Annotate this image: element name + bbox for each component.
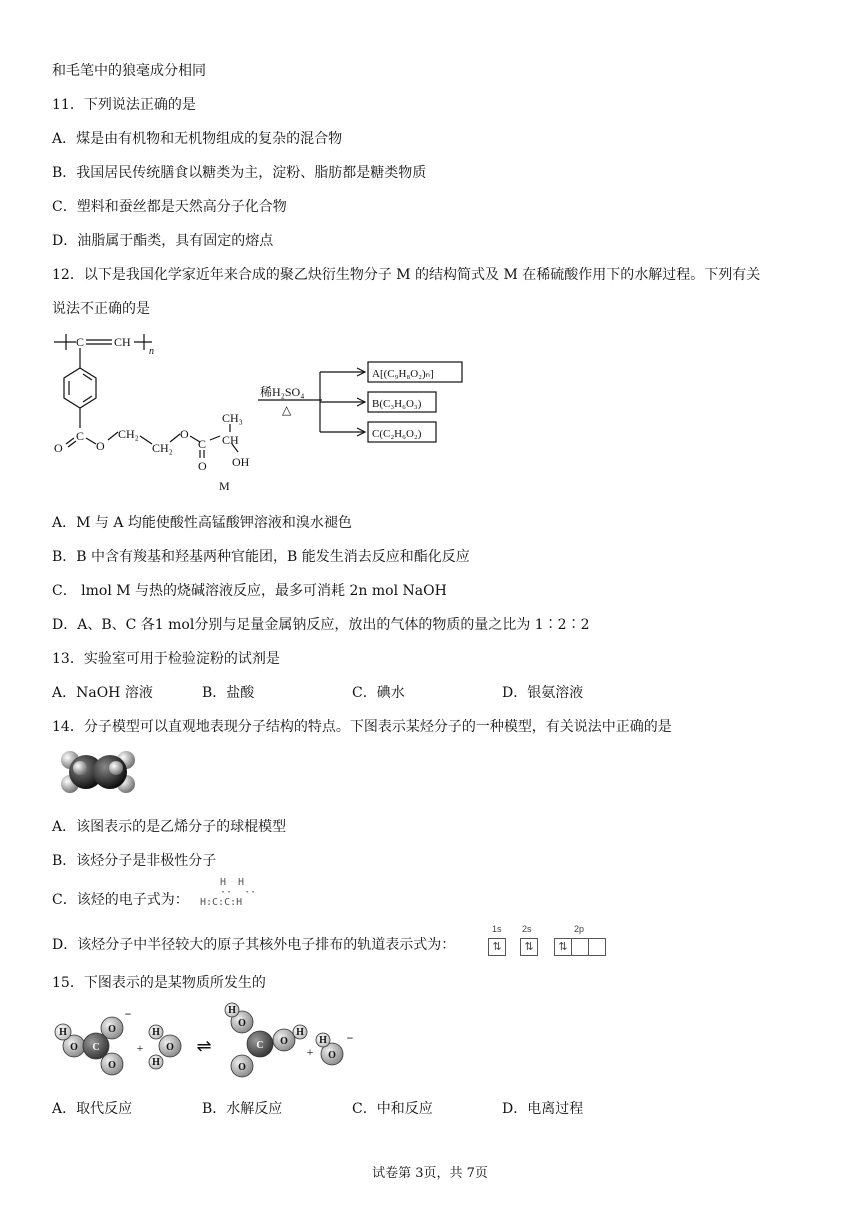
atom-h: H [59,1027,67,1038]
orbital-box-1s: ⇅ [488,938,506,956]
atom-o: O [166,1042,174,1053]
q14-molecule-model [58,744,138,800]
atom-h: H [228,1005,236,1016]
q14-stem: 14．分子模型可以直观地表现分子结构的特点。下图表示某烃分子的一种模型，有关说法中正确的是 [52,719,672,735]
q13-stem: 13．实验室可用于检验淀粉的试剂是 [52,651,280,667]
orbital-box-2p-1: ⇅ [554,938,572,956]
product-a: A[(C₉H₈O₂)ₙ] [372,368,434,380]
atom-o: O [238,1018,246,1029]
plus-sign: + [306,1045,314,1059]
charge-minus: − [124,1007,132,1021]
atom-o: O [108,1024,116,1035]
polymer-n: n [149,346,154,357]
q12-structure-figure [52,328,482,500]
orbital-box-2p-3 [588,938,606,956]
orbital-label-2s: 2s [522,924,532,934]
atom-oh: OH [232,455,250,469]
formula-top-h: H H [220,877,245,888]
q12-option-b: B．B 中含有羧基和羟基两种官能团，B 能发生消去反应和酯化反应 [52,549,470,565]
q12-stem-line2: 说法不正确的是 [52,301,150,317]
condition-label: △ [282,403,292,417]
q13-option-a: A．NaOH 溶液 [52,685,153,701]
q12-option-d: D．A、B、C 各1 mol分别与足量金属钠反应，放出的气体的物质的量之比为 1∶2∶2 [52,617,590,633]
q13-options [52,682,752,702]
atom-h: H [296,1027,304,1038]
q15-option-c: C．中和反应 [352,1101,433,1117]
product-b: B(C₃H₆O₃) [372,398,422,410]
q15-option-b: B．水解反应 [202,1101,283,1117]
charge-minus: − [346,1031,354,1045]
atom-h: H [152,1057,160,1068]
atom-ch2-2: CH₂ [152,441,173,455]
atom-o: O [280,1036,288,1047]
atom-ch: CH [222,433,239,447]
q14-orbital-diagram [488,924,618,960]
atom-h: H [152,1027,160,1038]
page-footer: 试卷第 3页，共 7页 [372,1166,488,1181]
atom-o-ester2: O [180,427,189,441]
label-m: M [219,479,230,493]
q14-option-b: B．该烃分子是非极性分子 [52,853,217,869]
product-c: C(C₂H₆O₂) [372,428,422,440]
q14-option-c: C．该烃的电子式为： [52,892,189,908]
atom-o: O [108,1060,116,1071]
q12-stem-line1: 12．以下是我国化学家近年来合成的聚乙炔衍生物分子 M 的结构简式及 M 在稀硫酸作用下的水解过程。下列有关 [52,267,761,283]
orbital-box-2s: ⇅ [520,938,538,956]
orbital-label-2p: 2p [574,924,585,934]
orbital-box-2p-2 [571,938,589,956]
q13-option-c: C．碘水 [352,685,405,701]
q15-option-a: A．取代反应 [52,1101,133,1117]
atom-o: O [70,1042,78,1053]
atom-h: H [319,1035,327,1046]
atom-ch3: CH₃ [222,411,243,425]
q11-option-d: D．油脂属于酯类，具有固定的熔点 [52,233,274,249]
atom-o: O [238,1062,246,1073]
reagent-label: 稀H₂SO₄ [260,385,305,399]
atom-o-carbonyl: O [54,441,63,455]
q14-option-a: A．该图表示的是乙烯分子的球棍模型 [52,819,287,835]
atom-c: C [76,335,85,349]
atom-c-ester: C [76,429,85,443]
q14-option-d: D．该烃分子中半径较大的原子其核外电子排布的轨道表示式为： [52,937,456,953]
formula-main: H:C:C:H [200,897,243,908]
q14-electron-formula [200,878,256,908]
q12-option-a: A．M 与 A 均能使酸性高锰酸钾溶液和溴水褪色 [52,515,352,531]
q11-option-c: C．塑料和蚕丝都是天然高分子化合物 [52,199,287,215]
q15-option-d: D．电离过程 [502,1101,584,1117]
q12-option-c: C． lmol M 与热的烧碱溶液反应，最多可消耗 2n mol NaOH [52,583,447,599]
atom-c-ester2: C [198,437,207,451]
equilibrium-arrow: ⇌ [196,1036,212,1056]
continuation-text: 和毛笔中的狼毫成分相同 [52,63,206,79]
q15-stem: 15．下图表示的是某物质所发生的 [52,975,266,991]
q13-option-d: D．银氨溶液 [502,685,584,701]
q15-reaction-figure [52,1002,372,1084]
atom-o: O [328,1050,336,1061]
q11-option-b: B．我国居民传统膳食以糖类为主，淀粉、脂肪都是糖类物质 [52,165,427,181]
orbital-label-1s: 1s [492,924,502,934]
atom-c: C [256,1040,264,1051]
q11-option-a: A．煤是由有机物和无机物组成的复杂的混合物 [52,131,343,147]
formula-dots: ·· ·· [220,887,257,898]
atom-o-carbonyl2: O [198,459,207,473]
q13-option-b: B．盐酸 [202,685,255,701]
q11-stem: 11．下列说法正确的是 [52,97,196,113]
q15-options [52,1098,752,1118]
atom-ch2-1: CH₂ [118,427,139,441]
atom-c: C [92,1042,100,1053]
atom-ch: CH [114,335,131,349]
plus-sign: + [136,1041,144,1055]
atom-o-ester: O [96,439,105,453]
